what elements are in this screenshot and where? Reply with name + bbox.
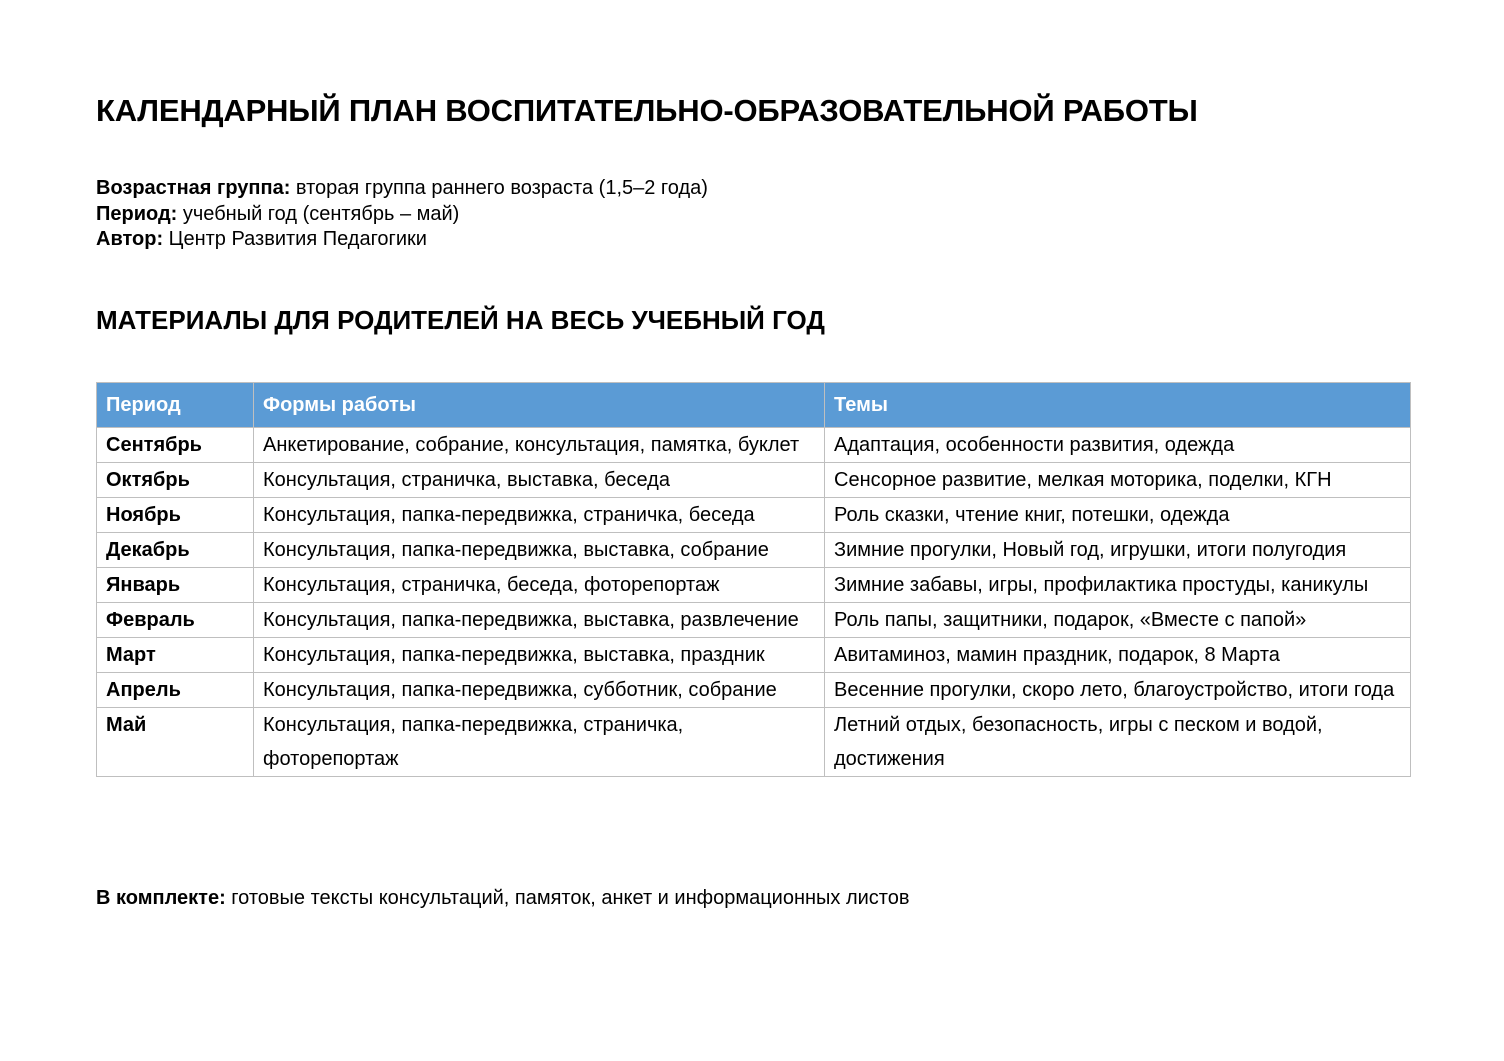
header-forms: Формы работы [254,383,825,428]
row-period: Апрель [97,673,254,708]
header-topics: Темы [825,383,1411,428]
meta-age-group [96,176,708,202]
meta-age-group-value: вторая группа раннего возраста (1,5–2 года) [290,177,708,199]
header-period: Период [97,383,254,428]
row-topics: Зимние прогулки, Новый год, игрушки, итоги полугодия [825,533,1411,568]
footer-label: В комплекте: [96,887,226,909]
row-period: Ноябрь [97,498,254,533]
page-title: КАЛЕНДАРНЫЙ ПЛАН ВОСПИТАТЕЛЬНО-ОБРАЗОВАТЕЛЬНОЙ РАБОТЫ [96,93,1198,128]
row-topics: Сенсорное развитие, мелкая моторика, поделки, КГН [825,463,1411,498]
document-meta [96,176,708,253]
row-forms: Консультация, страничка, выставка, беседа [254,463,825,498]
materials-table [96,382,1411,777]
row-period: Февраль [97,603,254,638]
table-row [97,428,1411,463]
table-row [97,533,1411,568]
row-topics: Адаптация, особенности развития, одежда [825,428,1411,463]
row-forms: Консультация, папка-передвижка, выставка, развлечение [254,603,825,638]
row-period: Май [97,708,254,777]
meta-author-label: Автор: [96,228,164,250]
table-header-row [97,383,1411,428]
table-row [97,708,1411,777]
meta-author-value: Центр Развития Педагогики [163,228,427,250]
row-forms: Консультация, папка-передвижка, субботник, собрание [254,673,825,708]
row-period: Сентябрь [97,428,254,463]
table-row [97,638,1411,673]
row-period: Март [97,638,254,673]
row-forms: Консультация, папка-передвижка, выставка, собрание [254,533,825,568]
meta-period [96,202,708,228]
row-forms: Консультация, страничка, беседа, фоторепортаж [254,568,825,603]
row-forms: Консультация, папка-передвижка, выставка, праздник [254,638,825,673]
row-period: Октябрь [97,463,254,498]
footer-note [96,887,909,910]
row-topics: Зимние забавы, игры, профилактика простуды, каникулы [825,568,1411,603]
row-topics: Роль папы, защитники, подарок, «Вместе с папой» [825,603,1411,638]
meta-age-group-label: Возрастная группа: [96,177,291,199]
row-topics: Авитаминоз, мамин праздник, подарок, 8 Марта [825,638,1411,673]
row-period: Декабрь [97,533,254,568]
section-title: МАТЕРИАЛЫ ДЛЯ РОДИТЕЛЕЙ НА ВЕСЬ УЧЕБНЫЙ ГОД [96,305,825,335]
row-period: Январь [97,568,254,603]
meta-author [96,227,708,253]
row-forms: Консультация, папка-передвижка, страничка, беседа [254,498,825,533]
meta-period-label: Период: [96,202,178,225]
table-row [97,463,1411,498]
row-topics: Летний отдых, безопасность, игры с песком и водой, достижения [825,708,1411,777]
row-forms: Консультация, папка-передвижка, страничка, фоторепортаж [254,708,825,777]
row-topics: Роль сказки, чтение книг, потешки, одежда [825,498,1411,533]
row-forms: Анкетирование, собрание, консультация, памятка, буклет [254,428,825,463]
row-topics: Весенние прогулки, скоро лето, благоустройство, итоги года [825,673,1411,708]
meta-period-value: учебный год (сентябрь – май) [177,202,460,225]
table-row [97,673,1411,708]
table-row [97,603,1411,638]
footer-value: готовые тексты консультаций, памяток, анкет и информационных листов [225,887,910,909]
table-row [97,568,1411,603]
table-row [97,498,1411,533]
